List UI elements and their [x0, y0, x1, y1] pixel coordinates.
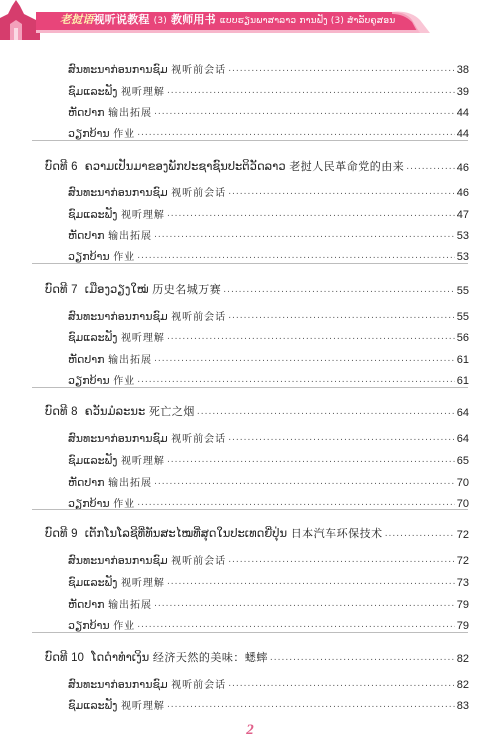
- toc-section-row[interactable]: [68, 471, 469, 489]
- lesson-divider: [32, 632, 468, 633]
- entry-chinese-title: 视听理解: [120, 456, 165, 467]
- dot-leader: [270, 653, 455, 663]
- toc-section-row[interactable]: [68, 427, 469, 445]
- entry-chinese-title: 日本汽车环保技术: [290, 527, 383, 540]
- entry-lao-title: ໂດດໍາທໍາເງິນ: [91, 650, 150, 664]
- toc-entry-label: [68, 104, 152, 119]
- entry-chinese-title: 作业: [113, 621, 136, 632]
- lesson-prefix: ບົດທີ: [45, 650, 68, 664]
- lao-book-title: ແບບຮຽນພາສາລາວ ການຟັງ (3) ສຳລັບຄູສອນ: [219, 16, 396, 26]
- toc-entry-label: [68, 552, 226, 567]
- dot-leader: [154, 230, 455, 240]
- entry-chinese-title: 视听理解: [120, 333, 165, 344]
- entry-page-number: 55: [456, 311, 469, 323]
- entry-lao-title: ຫັດປາກ: [68, 353, 105, 366]
- entry-lao-title: ສົນທະນາກ່ອນການຊົມ: [68, 554, 168, 567]
- entry-page-number: 70: [456, 498, 469, 510]
- page-number: 2: [246, 722, 254, 738]
- toc-entry-label: [68, 83, 165, 98]
- entry-chinese-title: 视听理解: [120, 210, 165, 221]
- dot-leader: [228, 555, 455, 565]
- entry-page-number: 46: [456, 162, 469, 174]
- entry-lao-title: ວຽກບ້ານ: [68, 374, 110, 387]
- toc-lesson-row[interactable]: [45, 279, 469, 297]
- dot-leader: [137, 498, 455, 508]
- toc-entry-label: [68, 329, 165, 344]
- entry-chinese-title: 视听理解: [120, 578, 165, 589]
- entry-lao-title: ຫັດປາກ: [68, 229, 105, 242]
- toc-section-row[interactable]: [68, 673, 469, 691]
- entry-lao-title: ສົນທະນາກ່ອນການຊົມ: [68, 678, 168, 691]
- dot-leader: [385, 529, 455, 539]
- toc-entry-label: [45, 403, 195, 419]
- entry-chinese-title: 视听理解: [120, 701, 165, 712]
- toc-section-row[interactable]: [68, 101, 469, 119]
- entry-lao-title: ຊົມແລະຟັງ: [68, 576, 118, 589]
- entry-lao-title: ວຽກບ້ານ: [68, 250, 110, 263]
- entry-lao-title: ຊົມແລະຟັງ: [68, 454, 118, 467]
- dot-leader: [228, 679, 455, 689]
- entry-page-number: 61: [456, 375, 469, 387]
- entry-chinese-title: 输出拓展: [108, 231, 153, 242]
- entry-page-number: 56: [456, 332, 469, 344]
- toc-section-row[interactable]: [68, 326, 469, 344]
- lesson-number: 10: [71, 652, 84, 664]
- entry-page-number: 55: [456, 285, 469, 297]
- lesson-prefix: ບົດທີ: [45, 526, 68, 540]
- dot-leader: [167, 86, 455, 96]
- entry-page-number: 44: [456, 128, 469, 140]
- entry-chinese-title: 视听前会话: [171, 188, 227, 199]
- dot-leader: [228, 64, 455, 74]
- dot-leader: [228, 311, 455, 321]
- dot-leader: [154, 477, 455, 487]
- book-title: 视听说教程: [93, 13, 150, 26]
- entry-page-number: 72: [456, 555, 469, 567]
- entry-page-number: 65: [456, 455, 469, 467]
- entry-chinese-title: 输出拓展: [108, 108, 153, 119]
- dot-leader: [167, 700, 455, 710]
- entry-lao-title: ຊົມແລະຟັງ: [68, 85, 118, 98]
- entry-chinese-title: 视听前会话: [171, 65, 227, 76]
- entry-chinese-title: 经济天然的美味：蟋蟀: [152, 651, 268, 664]
- toc-entry-label: [68, 308, 226, 323]
- toc-section-row[interactable]: [68, 80, 469, 98]
- entry-page-number: 82: [456, 679, 469, 691]
- toc-section-row[interactable]: [68, 305, 469, 323]
- lesson-prefix: ບົດທີ: [45, 159, 68, 173]
- entry-chinese-title: 视听前会话: [171, 680, 227, 691]
- toc-entry-label: [68, 248, 135, 263]
- dot-leader: [167, 455, 455, 465]
- dot-leader: [137, 251, 455, 261]
- entry-page-number: 72: [456, 529, 469, 541]
- toc-entry-label: [68, 596, 152, 611]
- toc-entry-label: [68, 61, 226, 76]
- entry-chinese-title: 输出拓展: [108, 600, 153, 611]
- toc-entry-label: [68, 574, 165, 589]
- entry-lao-title: ຫັດປາກ: [68, 476, 105, 489]
- entry-chinese-title: 作业: [113, 252, 136, 263]
- entry-page-number: 79: [456, 599, 469, 611]
- entry-chinese-title: 视听前会话: [171, 312, 227, 323]
- toc-section-row[interactable]: [68, 492, 469, 510]
- entry-page-number: 61: [456, 354, 469, 366]
- toc-entry-label: [68, 372, 135, 387]
- entry-lao-title: ຫັດປາກ: [68, 106, 105, 119]
- toc-section-row[interactable]: [68, 245, 469, 263]
- entry-page-number: 47: [456, 209, 469, 221]
- entry-page-number: 82: [456, 653, 469, 665]
- entry-lao-title: ຊົມແລະຟັງ: [68, 699, 118, 712]
- dot-leader: [223, 285, 455, 295]
- entry-lao-title: ວຽກບ້ານ: [68, 619, 110, 632]
- toc-entry-label: [45, 649, 268, 665]
- entry-page-number: 64: [456, 407, 469, 419]
- toc-entry-label: [68, 125, 135, 140]
- toc-entry-label: [68, 452, 165, 467]
- toc-section-row[interactable]: [68, 348, 469, 366]
- dot-leader: [406, 162, 455, 172]
- lesson-number: 6: [71, 161, 78, 173]
- dot-leader: [167, 209, 455, 219]
- entry-chinese-title: 历史名城万赛: [152, 283, 222, 296]
- entry-chinese-title: 作业: [113, 129, 136, 140]
- toc-section-row[interactable]: [68, 694, 469, 712]
- entry-lao-title: ວຽກບ້ານ: [68, 497, 110, 510]
- entry-chinese-title: 视听理解: [120, 87, 165, 98]
- toc-entry-label: [68, 206, 165, 221]
- toc-entry-label: [68, 184, 226, 199]
- toc-lesson-row[interactable]: [45, 401, 469, 419]
- entry-lao-title: ຫັດປາກ: [68, 598, 105, 611]
- dot-leader: [167, 332, 455, 342]
- entry-lao-title: ວຽກບ້ານ: [68, 127, 110, 140]
- entry-chinese-title: 作业: [113, 376, 136, 387]
- entry-chinese-title: 输出拓展: [108, 355, 153, 366]
- entry-lao-title: ຊົມແລະຟັງ: [68, 208, 118, 221]
- entry-page-number: 46: [456, 187, 469, 199]
- toc-section-row[interactable]: [68, 181, 469, 199]
- lesson-number: 9: [71, 528, 78, 540]
- dot-leader: [228, 433, 455, 443]
- toc-entry-label: [68, 227, 152, 242]
- toc-entry-label: [45, 281, 221, 297]
- dot-leader: [137, 375, 455, 385]
- entry-page-number: 38: [456, 64, 469, 76]
- toc-section-row[interactable]: [68, 369, 469, 387]
- toc-entry-label: [68, 495, 135, 510]
- dot-leader: [167, 577, 455, 587]
- toc-lesson-row[interactable]: [45, 523, 469, 541]
- toc-section-row[interactable]: [68, 224, 469, 242]
- toc-section-row[interactable]: [68, 593, 469, 611]
- lesson-prefix: ບົດທີ: [45, 282, 68, 296]
- book-subtitle: 教师用书: [171, 13, 216, 26]
- lesson-divider: [32, 387, 468, 388]
- dot-leader: [228, 187, 455, 197]
- lesson-divider: [32, 263, 468, 264]
- entry-lao-title: ຄວາມເປັນມາຂອງພັກປະຊາຊົນປະຕິວັດລາວ: [84, 159, 286, 173]
- entry-lao-title: ຊົມແລະຟັງ: [68, 331, 118, 344]
- dot-leader: [137, 620, 455, 630]
- entry-page-number: 53: [456, 251, 469, 263]
- dot-leader: [154, 599, 455, 609]
- entry-chinese-title: 死亡之烟: [148, 405, 195, 418]
- toc-entry-label: [45, 158, 404, 174]
- toc-entry-label: [45, 525, 383, 541]
- entry-chinese-title: 输出拓展: [108, 478, 153, 489]
- entry-page-number: 70: [456, 477, 469, 489]
- entry-page-number: 44: [456, 107, 469, 119]
- toc-lesson-row[interactable]: [45, 156, 469, 174]
- toc-section-row[interactable]: [68, 122, 469, 140]
- toc-section-row[interactable]: [68, 449, 469, 467]
- lesson-prefix: ບົດທີ: [45, 404, 68, 418]
- lesson-number: 7: [71, 284, 78, 296]
- entry-page-number: 79: [456, 620, 469, 632]
- toc-entry-label: [68, 697, 165, 712]
- toc-section-row[interactable]: [68, 203, 469, 221]
- toc-section-row[interactable]: [68, 614, 469, 632]
- entry-lao-title: ເມືອງວຽງໃໝ່: [84, 282, 149, 296]
- entry-chinese-title: 作业: [113, 499, 136, 510]
- entry-chinese-title: 视听前会话: [171, 556, 227, 567]
- lesson-divider: [32, 509, 468, 510]
- toc-entry-label: [68, 351, 152, 366]
- entry-page-number: 73: [456, 577, 469, 589]
- entry-page-number: 53: [456, 230, 469, 242]
- entry-lao-title: ເຕັກໂນໂລຊີທີ່ທັນສະໄໝທີ່ສຸດໃນປະເທດຍີ່ປຸ່ນ: [84, 526, 288, 540]
- dot-leader: [154, 354, 455, 364]
- entry-chinese-title: 视听前会话: [171, 434, 227, 445]
- toc-entry-label: [68, 430, 226, 445]
- entry-chinese-title: 老挝人民革命党的由来: [289, 160, 405, 173]
- toc-lesson-row[interactable]: [45, 647, 469, 665]
- dot-leader: [197, 407, 455, 417]
- series-title: 老挝语: [60, 13, 94, 26]
- volume-label: (3): [153, 16, 167, 26]
- entry-page-number: 64: [456, 433, 469, 445]
- dot-leader: [137, 128, 455, 138]
- entry-lao-title: ສົນທະນາກ່ອນການຊົມ: [68, 432, 168, 445]
- entry-page-number: 83: [456, 700, 469, 712]
- lesson-divider: [32, 140, 468, 141]
- entry-lao-title: ສົນທະນາກ່ອນການຊົມ: [68, 186, 168, 199]
- toc-section-row[interactable]: [68, 571, 469, 589]
- entry-lao-title: ສົນທະນາກ່ອນການຊົມ: [68, 310, 168, 323]
- toc-section-row[interactable]: [68, 58, 469, 76]
- dot-leader: [154, 107, 455, 117]
- lesson-number: 8: [71, 406, 78, 418]
- toc-section-row[interactable]: [68, 549, 469, 567]
- entry-page-number: 39: [456, 86, 469, 98]
- entry-lao-title: ສົນທະນາກ່ອນການຊົມ: [68, 63, 168, 76]
- entry-lao-title: ຄວັນມໍລະນະ: [84, 404, 146, 418]
- toc-entry-label: [68, 474, 152, 489]
- toc-entry-label: [68, 617, 135, 632]
- toc-entry-label: [68, 676, 226, 691]
